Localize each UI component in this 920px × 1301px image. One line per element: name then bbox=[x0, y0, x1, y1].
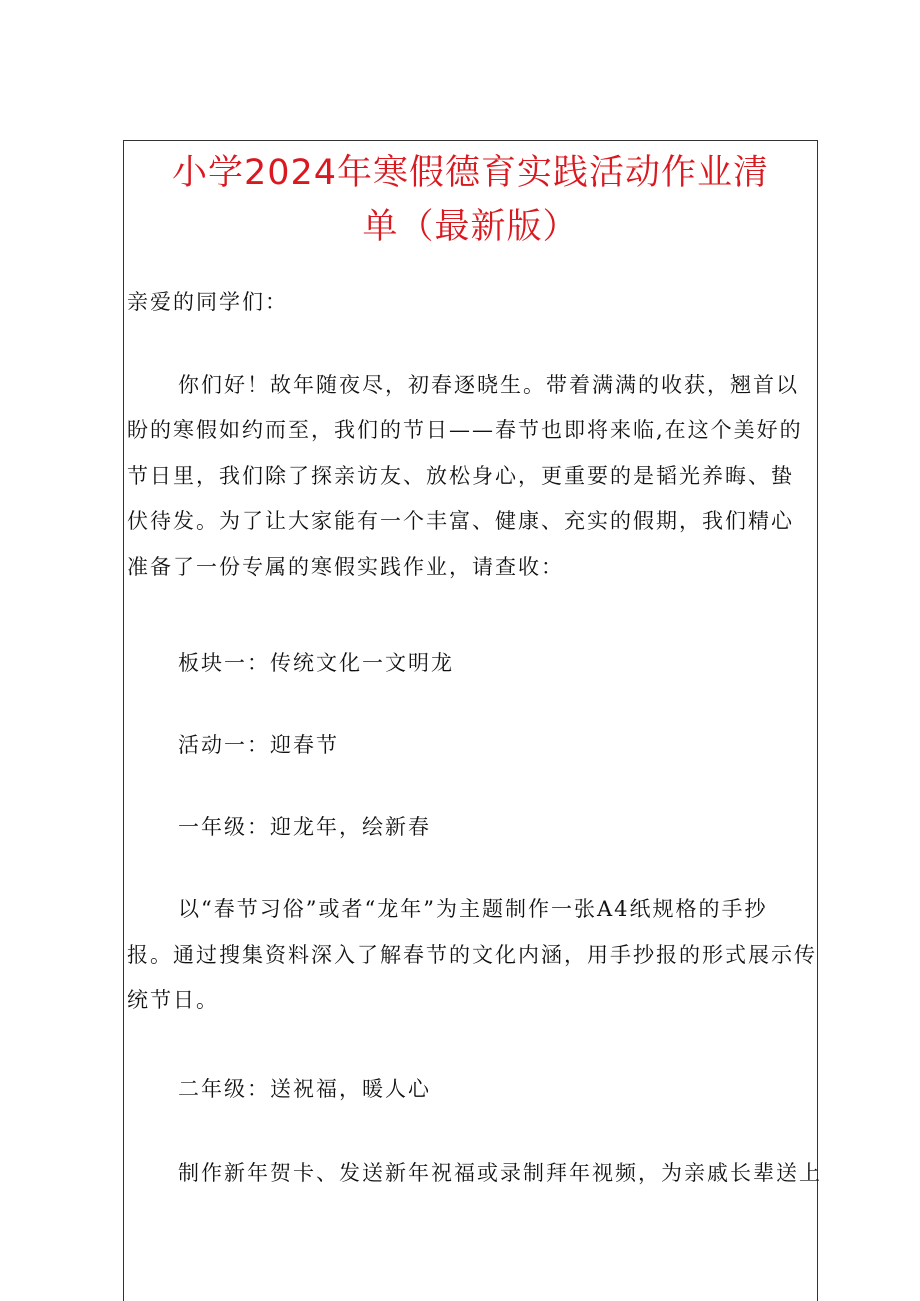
intro-line-3: 节日里，我们除了探亲访友、放松身心，更重要的是韬光养晦、蛰 bbox=[127, 464, 794, 488]
grade1-text-line-3: 统节日。 bbox=[127, 988, 219, 1012]
document-title-line-2: 单（最新版） bbox=[362, 207, 579, 247]
grade1-text-line-1: 以“春节习俗”或者“龙年”为主题制作一张A4纸规格的手抄 bbox=[178, 897, 768, 921]
grade1-title: 一年级：迎龙年，绘新春 bbox=[178, 815, 431, 839]
greeting: 亲爱的同学们： bbox=[127, 290, 288, 314]
grade2-text-line-1: 制作新年贺卡、发送新年祝福或录制拜年视频，为亲戚长辈送上 bbox=[178, 1161, 822, 1185]
intro-line-1: 你们好！故年随夜尽，初春逐晓生。带着满满的收获，翘首以 bbox=[178, 373, 799, 397]
intro-line-4: 伏待发。为了让大家能有一个丰富、健康、充实的假期，我们精心 bbox=[127, 509, 794, 533]
intro-line-5: 准备了一份专属的寒假实践作业，请查收： bbox=[127, 555, 564, 579]
document-title-line-1: 小学2024年寒假德育实践活动作业清 bbox=[171, 153, 770, 193]
grade1-text-line-2: 报。通过搜集资料深入了解春节的文化内涵，用手抄报的形式展示传 bbox=[127, 943, 817, 967]
activity-title: 活动一：迎春节 bbox=[178, 733, 339, 757]
intro-line-2: 盼的寒假如约而至，我们的节日——春节也即将来临,在这个美好的 bbox=[127, 418, 803, 442]
grade2-title: 二年级：送祝福，暖人心 bbox=[178, 1077, 431, 1101]
section-title: 板块一：传统文化一文明龙 bbox=[178, 651, 454, 675]
